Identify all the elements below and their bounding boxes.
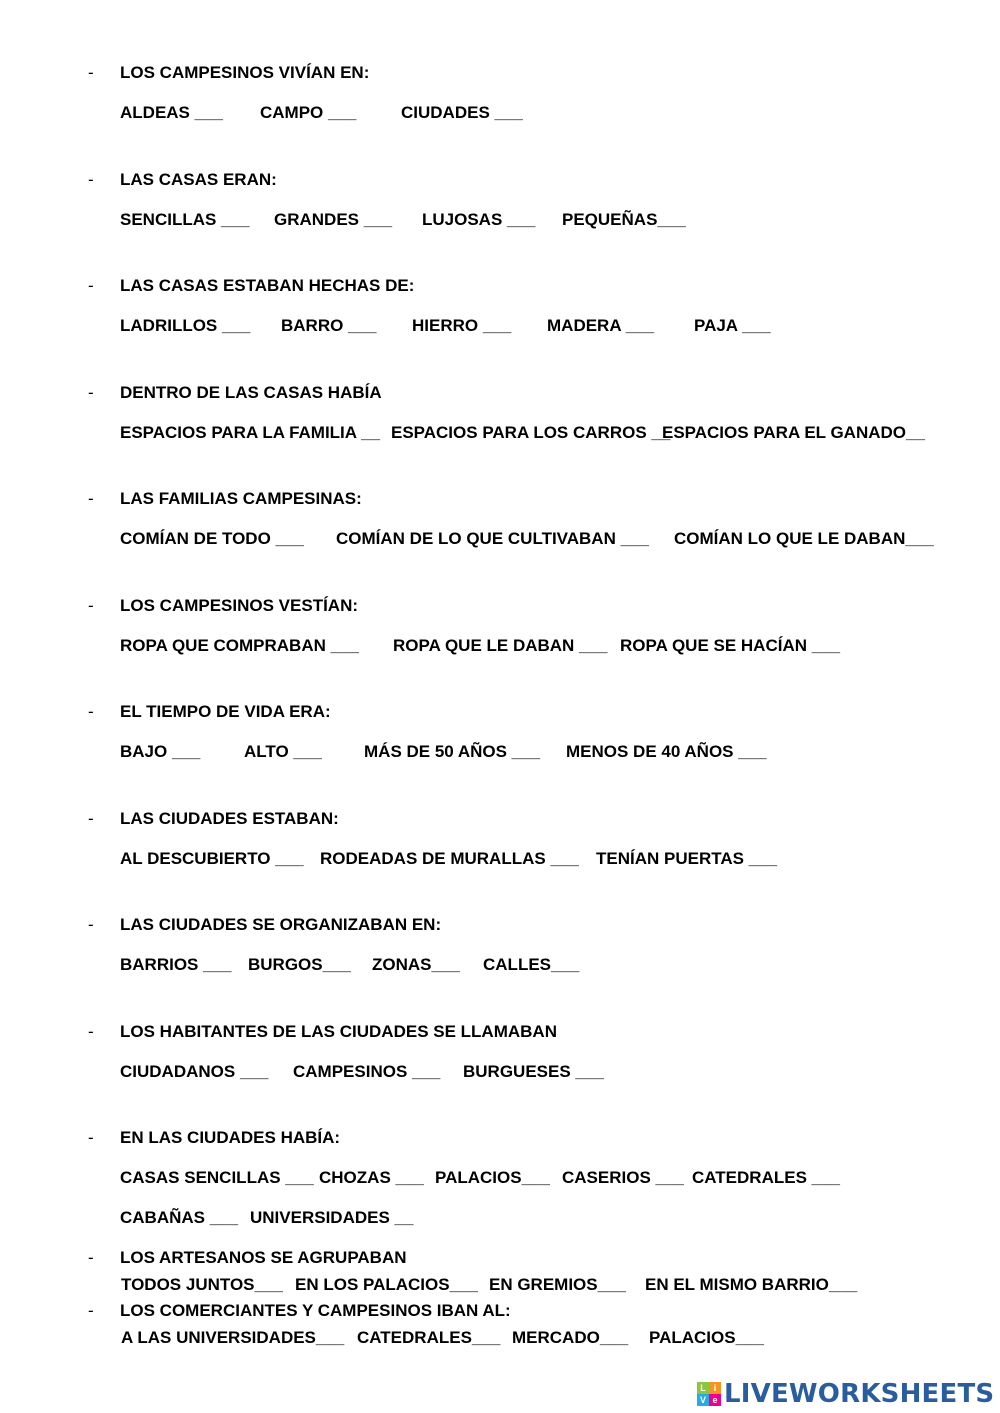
- option[interactable]: GRANDES ___: [274, 210, 393, 229]
- option[interactable]: AL DESCUBIERTO ___: [120, 849, 304, 868]
- option[interactable]: CATEDRALES ___: [692, 1168, 840, 1187]
- option[interactable]: HIERRO ___: [412, 316, 512, 335]
- option[interactable]: BURGUESES ___: [463, 1062, 604, 1081]
- option[interactable]: ROPA QUE COMPRABAN ___: [120, 636, 359, 655]
- option[interactable]: ESPACIOS PARA LA FAMILIA __: [120, 423, 381, 442]
- option[interactable]: CASAS SENCILLAS ___: [120, 1168, 314, 1187]
- logo-letter-icon: e: [709, 1394, 721, 1406]
- option[interactable]: CASERIOS ___: [562, 1168, 684, 1187]
- option[interactable]: CIUDADANOS ___: [120, 1062, 269, 1081]
- option[interactable]: BURGOS___: [248, 955, 351, 974]
- option[interactable]: ESPACIOS PARA EL GANADO__: [662, 423, 925, 442]
- option[interactable]: EN LOS PALACIOS___: [295, 1275, 478, 1294]
- option[interactable]: BAJO ___: [120, 742, 201, 761]
- option[interactable]: MERCADO___: [512, 1328, 629, 1347]
- option[interactable]: PEQUEÑAS___: [562, 210, 686, 229]
- option[interactable]: ROPA QUE LE DABAN ___: [393, 636, 608, 655]
- liveworksheets-logo: [697, 1378, 994, 1410]
- option[interactable]: MENOS DE 40 AÑOS ___: [566, 742, 767, 761]
- option[interactable]: COMÍAN DE LO QUE CULTIVABAN ___: [336, 529, 649, 548]
- option[interactable]: BARRIOS ___: [120, 955, 232, 974]
- option[interactable]: PAJA ___: [694, 316, 771, 335]
- option[interactable]: LUJOSAS ___: [422, 210, 536, 229]
- option[interactable]: PALACIOS___: [435, 1168, 550, 1187]
- option[interactable]: TODOS JUNTOS___: [121, 1275, 283, 1294]
- liveworksheets-logo-text: LIVEWORKSHEETS: [724, 1379, 995, 1409]
- option[interactable]: TENÍAN PUERTAS ___: [596, 849, 778, 868]
- option[interactable]: RODEADAS DE MURALLAS ___: [320, 849, 579, 868]
- logo-letter-icon: V: [697, 1394, 709, 1406]
- option[interactable]: ZONAS___: [372, 955, 460, 974]
- option[interactable]: CAMPO ___: [260, 103, 357, 122]
- option[interactable]: COMÍAN DE TODO ___: [120, 529, 304, 548]
- option[interactable]: ALTO ___: [244, 742, 322, 761]
- option[interactable]: EN GREMIOS___: [489, 1275, 626, 1294]
- option[interactable]: ESPACIOS PARA LOS CARROS __: [391, 423, 671, 442]
- option[interactable]: A LAS UNIVERSIDADES___: [121, 1328, 345, 1347]
- option[interactable]: PALACIOS___: [649, 1328, 764, 1347]
- option[interactable]: CATEDRALES___: [357, 1328, 501, 1347]
- option[interactable]: EN EL MISMO BARRIO___: [645, 1275, 858, 1294]
- option[interactable]: CABAÑAS ___: [120, 1208, 239, 1227]
- option[interactable]: CAMPESINOS ___: [293, 1062, 441, 1081]
- option[interactable]: CHOZAS ___: [319, 1168, 424, 1187]
- liveworksheets-logo-icon: [697, 1382, 721, 1406]
- option[interactable]: CALLES___: [483, 955, 580, 974]
- option[interactable]: SENCILLAS ___: [120, 210, 250, 229]
- logo-letter-icon: L: [697, 1382, 709, 1394]
- option[interactable]: ALDEAS ___: [120, 103, 223, 122]
- option[interactable]: ROPA QUE SE HACÍAN ___: [620, 636, 841, 655]
- option[interactable]: MADERA ___: [547, 316, 655, 335]
- option[interactable]: UNIVERSIDADES __: [250, 1208, 414, 1227]
- option[interactable]: CIUDADES ___: [401, 103, 523, 122]
- logo-letter-icon: i: [709, 1382, 721, 1394]
- option[interactable]: BARRO ___: [281, 316, 377, 335]
- option[interactable]: LADRILLOS ___: [120, 316, 251, 335]
- option[interactable]: COMÍAN LO QUE LE DABAN___: [674, 529, 934, 548]
- option[interactable]: MÁS DE 50 AÑOS ___: [364, 742, 541, 761]
